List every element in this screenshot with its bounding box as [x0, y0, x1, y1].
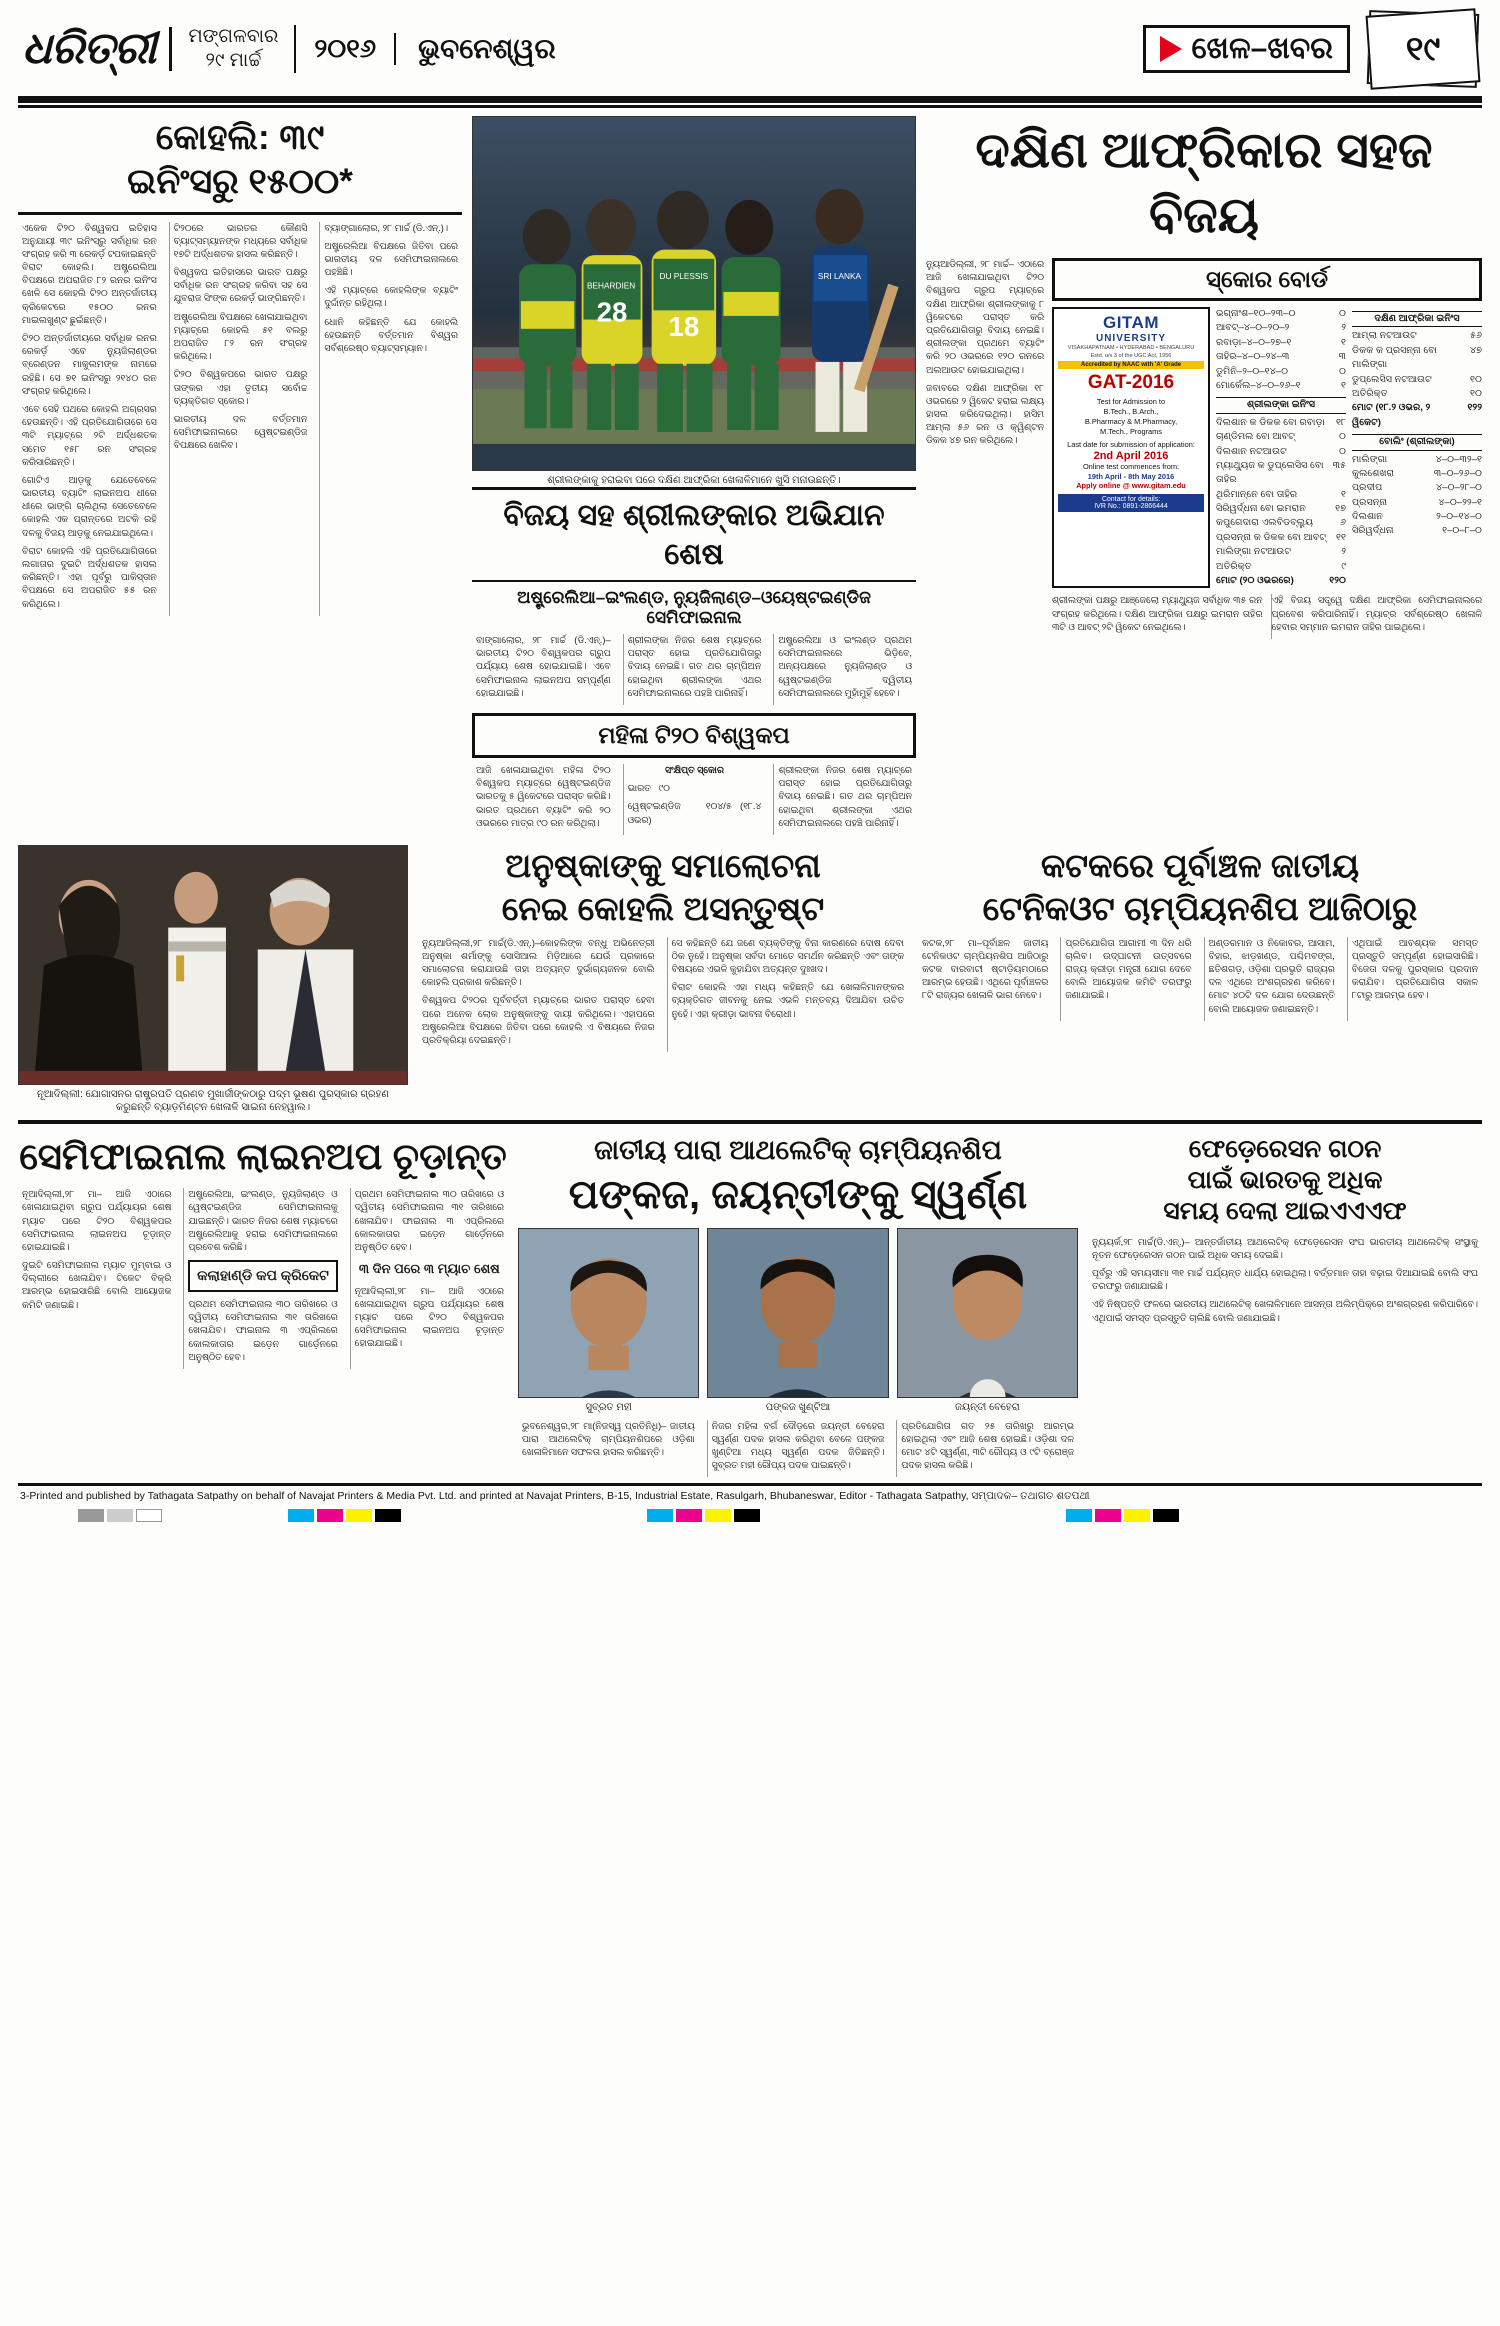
article-semifinal: [18, 1134, 508, 1478]
batsman: ଥିରିମାନ୍ନେ ବୋ ତାହିର: [1216, 488, 1298, 500]
gitam-lastdate: 2nd April 2016: [1093, 449, 1169, 462]
gitam-line-3: B.Pharmacy & M.Pharmacy,: [1084, 416, 1178, 426]
headline-line-1: କଟକରେ ପୂର୍ବାଞ୍ଚଳ ଜାତୀୟ: [1040, 846, 1360, 884]
bowler: ଦିଲଶାନ: [1352, 511, 1383, 523]
masthead-day: ମଙ୍ଗଳବାର: [188, 26, 279, 48]
para: ପ୍ରଥମ ସେମିଫାଇନାଲ ୩୦ ତାରିଖରେ ଓ ଦ୍ୱିତୀୟ ସେମିଫାଇନାଲ ୩୧ ତାରିଖରେ ଖେଳାଯିବ। ଫାଇନାଲ ୩ ଏପ୍ରିଲରେ କୋଲକାତାର ଇଡ଼େନ ଗାର୍ଡ଼େନରେ ଅନୁଷ୍ଠିତ ହେବ।: [354, 1189, 504, 1252]
main-photo-graphic: [473, 117, 915, 444]
portrait-photo-1: [518, 1228, 699, 1398]
sb-row: [1216, 430, 1346, 444]
cmyk-registration-marks: [18, 1509, 1482, 1522]
newspaper-logo: ଧରିତ୍ରୀ: [22, 27, 172, 71]
bowling-figures: ରବାଡ଼ା–୪–୦–୨୭–୧: [1216, 336, 1292, 348]
scoreboard-col-a: [1216, 307, 1346, 588]
para: ଅଣ୍ଡରମାନ ଓ ନିକୋବର, ଆସାମ, ବିହାର, ଝାଡ଼ଖଣ୍ଡ, ପଶ୍ଚିମବଙ୍ଗ, ଛତିଶଗଡ଼, ଓଡ଼ିଶା ପ୍ରଭୃତି ରାଜ୍ୟର ଦଳ ଏଥିରେ ଅଂଶଗ୍ରହଣ କରିବେ। ମୋଟ ୪୦ଟି ଦଳ ଯୋଗ ଦେଉଛନ୍ତି ବୋଲି ଆୟୋଜକ ଜଣାଇଛନ୍ତି।: [1208, 937, 1335, 1014]
sb-row: [1352, 453, 1482, 467]
portrait-item: [707, 1228, 888, 1414]
para: ଏଥିପାଇଁ ଆବଶ୍ୟକ ସମସ୍ତ ପ୍ରସ୍ତୁତି ସମ୍ପୂର୍ଣ୍ଣ ହୋଇସାରିଛି। ବିଜେତା ଦଳକୁ ପୁରସ୍କାର ପ୍ରଦାନ କରାଯିବ। ପ୍ରତିଯୋଗିତା ସକାଳ ୮ଟାରୁ ଆରମ୍ଭ ହେବ।: [1351, 937, 1478, 1001]
award-photo-block: [18, 845, 408, 1114]
para: ଏବେ ସେହି ପଥରେ କୋହଲି ଅଗ୍ରସର ହେଉଛନ୍ତି। ଏହି ପ୍ରତିଯୋଗିତାରେ ସେ ୩ଟି ମ୍ୟାଚ୍‌ରେ ୨ଟି ଅର୍ଦ୍ଧଶତକ ସମେତ ୧୫୮ ରନ ସଂଗ୍ରହ କରିସାରିଛନ୍ତି।: [22, 403, 157, 467]
gitam-accreditation: Accredited by NAAC with 'A' Grade: [1058, 361, 1204, 369]
wickets: ୨: [1341, 322, 1346, 334]
sa-innings-title: ଦକ୍ଷିଣ ଆଫ୍ରିକା ଇନିଂସ: [1352, 311, 1482, 327]
article-slend-headline: ବିଜୟ ସହ ଶ୍ରୀଲଙ୍କାର ଅଭିଯାନ ଶେଷ: [472, 487, 916, 582]
bowler: ପ୍ରସନ୍ନା: [1352, 496, 1388, 508]
team-name: ଭାରତ: [627, 783, 651, 794]
masthead-rule-thick: [18, 96, 1482, 103]
reg-cyan-3: [1066, 1509, 1092, 1522]
sb-row: [1352, 373, 1482, 387]
bowler: କୁଲଶେଖରା: [1352, 467, 1395, 479]
portrait-caption-1: ସୁବ୍ରତ ମହୀ: [585, 1401, 632, 1413]
scoreboard-body: [1052, 307, 1482, 588]
column-2: [183, 1188, 341, 1369]
award-photo: [18, 845, 408, 1085]
para: ଶ୍ରୀଲଙ୍କା ପକ୍ଷରୁ ଆଞ୍ଜେଲୋ ମ୍ୟାଥ୍ୟୁଜ ସର୍ବାଧିକ ୩୫ ରନ ସଂଗ୍ରହ କରିଥିଲେ। ଦକ୍ଷିଣ ଆଫ୍ରିକା ପକ୍ଷରୁ ଇମରାନ ତାହିର ୩ଟି ଓ ଆବଟ୍‌ ୨ଟି ୱିକେଟ ନେଇଥିଲେ।: [1052, 595, 1263, 632]
portrait-photo-3: [897, 1228, 1078, 1398]
para: ଭୁବନେଶ୍ୱର,୨୮ ମା(ନିଜସ୍ୱ ପ୍ରତିନିଧି)– ଜାତୀୟ ପାରା ଆଥଲେଟିକ୍ ଚାମ୍ପିୟନଶିପରେ ଓଡ଼ିଶା ଖେଳାଳିମାନେ ସଫଳତା ହାସଲ କରିଛନ୍ତି।: [522, 1420, 695, 1457]
scoreboard: [1052, 258, 1482, 639]
column-2: [707, 1420, 889, 1478]
masthead-date: [172, 25, 296, 73]
bowling-figures: ତାହିର–୪–୦–୨୪–୩: [1216, 351, 1290, 363]
para: ବିରାଟ କୋହଲି ଏହା ମଧ୍ୟ କହିଛନ୍ତି ଯେ ଖେଳାଳିମାନଙ୍କର ବ୍ୟକ୍ତିଗତ ଜୀବନକୁ ନେଇ ଏଭଳି ମନ୍ତବ୍ୟ ଦିଆଯିବା ଉଚିତ ନୁହେଁ। ଏହା କ୍ରୀଡ଼ା ଭାବନା ବିରୋଧୀ।: [671, 982, 904, 1019]
sb-row: [1352, 481, 1482, 495]
gitam-testdate: 19th April - 8th May 2016: [1087, 471, 1175, 481]
portrait-caption-3: ଜୟନ୍ତୀ ବେହେରା: [954, 1401, 1020, 1413]
team-score: ୯୦: [658, 783, 670, 794]
para: ଏହି ନିଷ୍ପତ୍ତି ଫଳରେ ଭାରତୀୟ ଆଥଲେଟିକ୍ ଖେଳାଳିମାନେ ଆସନ୍ତା ଅଲିମ୍ପିକ୍‌ରେ ଅଂଶଗ୍ରହଣ କରିପାରିବେ। ଏଥିପାଇଁ ସମସ୍ତ ପ୍ରସ୍ତୁତି ଚାଲିଛି ବୋଲି ଜଣାଯାଇଛି।: [1092, 1299, 1478, 1323]
gitam-gat-title: GAT-2016: [1087, 372, 1175, 393]
main-photo-celebration: [472, 116, 916, 471]
reg-black-3: [1153, 1509, 1179, 1522]
article-slend-subhead: ଅଷ୍ଟ୍ରେଲିଆ–ଇଂଲଣ୍ଡ, ନ୍ୟୁଜିଲାଣ୍ଡ–ଓୟେଷ୍ଟଇଣ୍ଡିଜ ସେମିଫାଇନାଲ: [517, 588, 871, 627]
team-name: ୱେଷ୍ଟଇଣ୍ଡିଜ: [627, 801, 681, 812]
article-para-athletics: [518, 1134, 1078, 1478]
runs: ୪୭: [1469, 344, 1482, 356]
reg-yellow-3: [1124, 1509, 1150, 1522]
reg-black: [375, 1509, 401, 1522]
article-tennikoit-columns: [918, 937, 1482, 1021]
para: ନ୍ୟୁଆଡିଲ୍ଲୀ, ୨୮ ମାର୍ଚ୍ଚ– ଏଠାରେ ଆଜି ଖେଳାଯାଇଥିବା ଟି୨୦ ବିଶ୍ୱକପ ଗ୍ରୁପ ମ୍ୟାଚ୍‌ରେ ଦକ୍ଷିଣ ଆଫ୍ରିକା ଶ୍ରୀଲଙ୍କାକୁ ୮ ୱିକେଟରେ ପରାସ୍ତ କରି ପ୍ରତିଯୋଗିତାରୁ ବିଦାୟ ନେଇଛି। ଶ୍ରୀଲଙ୍କା ପ୍ରଥମେ ବ୍ୟାଟିଂ କରି ୨୦ ଓଭରରେ ୧୨୦ ରନରେ ଅଲଆଉଟ ହୋଇଯାଇଥିଲା।: [926, 259, 1044, 375]
figures: ୨–୦–୧୪–୦: [1436, 511, 1482, 523]
column-3: [350, 1188, 508, 1369]
headline-line-1: ଅନୁଷ୍କାଙ୍କୁ ସମାଲୋଚନା: [505, 846, 821, 884]
reg-gap-2: [404, 1509, 644, 1522]
extras: ଅତିରିକ୍ତ: [1216, 560, 1252, 572]
article-tennikoit-headline: [918, 845, 1482, 931]
column-4: [1347, 937, 1482, 1021]
para: ଗୋଟିଏ ଆଡ଼କୁ ଯେତେବେଳେ ଭାରତୀୟ ବ୍ୟାଟିଂ ଲାଇନଅପ ଧୀରେ ଧୀରେ ଭାଙ୍ଗି ଚାଲିଥିଲା ସେତେବେଳେ କୋହଲି ଏକ ପ୍ରାନ୍ତରେ ଅଟକି ରହି ଦଳକୁ ବିଜୟ ଆଡ଼କୁ ନେଇଯାଇଥିଲେ।: [22, 474, 157, 538]
para: ନ୍ୟୁଆଡିଲ୍ଲୀ,୨୮ ମାର୍ଚ୍ଚ(ଡି.ଏନ୍‌.)–କୋହଲିଙ୍କ ବନ୍ଧୁ ଅଭିନେତ୍ରୀ ଅନୁଷ୍କା ଶର୍ମାଙ୍କୁ ସୋସିଆଲ ମିଡ଼ିଆରେ ଯେଉଁ ପ୍ରକାରେ ସମାଲୋଚନା କରାଯାଉଛି ତାହା ଅତ୍ୟନ୍ତ ଦୁର୍ଭାଗ୍ୟଜନକ ବୋଲି କୋହଲି ପ୍ରକାଶ କରିଛନ୍ତି।: [422, 937, 655, 988]
svg-text:28: 28: [596, 296, 628, 328]
column-2: [623, 634, 766, 705]
para: ବ୍ୟାଙ୍ଗାଲୋର, ୨୮ ମାର୍ଚ୍ଚ (ଡି.ଏନ୍‌.)।: [324, 222, 449, 233]
para: ବିଶ୍ୱକପ ଟି୨୦ର ପୂର୍ବବର୍ତ୍ତୀ ମ୍ୟାଚ୍‌ରେ ଭାରତ ପରାସ୍ତ ହେବା ପରେ ଅନେକ ଲୋକ ଅନୁଷ୍କାଙ୍କୁ ଦାୟୀ କରିଥିଲେ। ଏହାପରେ ଅଷ୍ଟ୍ରେଲିଆ ବିପକ୍ଷରେ ଜିତିବା ପରେ କୋହଲି ଏ ବିଷୟରେ ନିଜର ପ୍ରତିକ୍ରିୟା ଦେଇଛନ୍ତି।: [422, 995, 655, 1045]
photo-and-sl-article: [472, 116, 916, 835]
article-federation: [1088, 1134, 1482, 1478]
sb-row-total: [1216, 574, 1346, 588]
reg-cyan: [288, 1509, 314, 1522]
para: ଦୁଇଟି ସେମିଫାଇନାଲ ମ୍ୟାଚ ମୁମ୍ବାଇ ଓ ଦିଲ୍ଲୀରେ ଖେଳାଯିବ। ଟିକେଟ ବିକ୍ରି ଆରମ୍ଭ ହୋଇସାରିଛି ବୋଲି ଆୟୋଜକ କମିଟି ଜଣାଇଛି।: [22, 1260, 172, 1310]
column-3: [773, 764, 916, 835]
runs: ୦: [1339, 431, 1346, 443]
runs: ୫୬: [1469, 330, 1482, 342]
figures: ୩–୦–୨୬–୦: [1433, 467, 1482, 479]
total-value: ୧୨୦: [1329, 575, 1346, 587]
para: ବିଶ୍ୱକପ ଇତିହାସରେ ଭାରତ ପକ୍ଷରୁ ସର୍ବାଧିକ ରନ ସଂଗ୍ରହ କରିବା ସହ ସେ ଯୁବରାଜ ସିଂଙ୍କ ରେକର୍ଡ଼ ଭାଙ୍ଗିଛନ୍ତି।: [173, 267, 308, 304]
headline-line-3: ସମୟ ଦେଲା ଆଇଏଏଏଫ: [1163, 1197, 1407, 1226]
reg-magenta-3: [1095, 1509, 1121, 1522]
gitam-contact-label: Contact for details:: [1101, 495, 1161, 503]
sl-bowling-title: ବୋଲିଂ (ଶ୍ରୀଲଙ୍କା): [1352, 434, 1482, 450]
score-label: ସଂକ୍ଷିପ୍ତ ସ୍କୋର: [665, 764, 724, 775]
column-3: [1204, 937, 1339, 1021]
wickets: ୧: [1341, 336, 1346, 348]
sb-row: [1216, 545, 1346, 559]
column-3: [319, 222, 462, 616]
batsman: କପୁଗେଦାରା ଏଲବିଡବ୍ଲ୍ୟୁ: [1216, 517, 1314, 529]
para: ଏହି ମ୍ୟାଚ୍‌ରେ କୋହଲିଙ୍କ ବ୍ୟାଟିଂ ଦୁର୍ଦ୍ଦାନ୍ତ ରହିଥିଲା।: [324, 285, 458, 309]
reg-white: [136, 1509, 162, 1522]
main-photo-caption: ଶ୍ରୀଲଙ୍କାକୁ ହରାଇବା ପରେ ଦକ୍ଷିଣ ଆଫ୍ରିକା ଖେଳାଳିମାନେ ଖୁସି ମନାଉଛନ୍ତି।: [547, 475, 841, 486]
sb-row: [1352, 329, 1482, 343]
gitam-apply-link[interactable]: Apply online @ www.gitam.edu: [1076, 480, 1186, 490]
reg-black-2: [734, 1509, 760, 1522]
para: ନୂଆଦିଲ୍ଲୀ,୨୮ ମା– ଆଜି ଏଠାରେ ଖେଳାଯାଇଥିବା ଗ୍ରୁପ ପର୍ଯ୍ୟାୟର ଶେଷ ମ୍ୟାଚ ପରେ ଟି୨୦ ବିଶ୍ୱକପର ସେମିଫାଇନାଲ ଲାଇନଅପ ଚୂଡ଼ାନ୍ତ ହୋଇଯାଇଛି।: [22, 1189, 172, 1252]
section-divider: [18, 1120, 1482, 1124]
article-kohli: [18, 116, 462, 835]
footer-imprint: 3-Printed and published by Tathagata Satpathy on behalf of Navajat Printers & Media Pvt. Ltd. and printed at Navajat Printers, B-15, Industrial Estate, Rasulgarh, Bhubaneswar, Editor - Tathagata Satpathy,: [20, 1490, 969, 1503]
page-number-badge: [1368, 12, 1478, 86]
para: ଅଷ୍ଟ୍ରେଲିଆ ବିପକ୍ଷରେ ଖେଳାଯାଇଥିବା ମ୍ୟାଚ୍‌ରେ କୋହଲି ୫୧ ବଲରୁ ଅପରାଜିତ ୮୨ ରନ ସଂଗ୍ରହ କରିଥିଲେ।: [173, 311, 308, 362]
runs: ୧୮: [1335, 416, 1346, 428]
section-label: [1143, 25, 1350, 73]
article-para-kicker: ଜାତୀୟ ପାରା ଆଥଲେଟିକ୍ ଚାମ୍ପିୟନଶିପ: [594, 1134, 1002, 1165]
sb-row: [1352, 467, 1482, 481]
sa-article-lower-columns: [1052, 594, 1482, 639]
para: ପ୍ରତିଯୋଗିତା ଆଗାମୀ ୩ ଦିନ ଧରି ଚାଲିବ। ଉଦ୍‌ଘାଟନୀ ଉତ୍ସବରେ ରାଜ୍ୟ କ୍ରୀଡ଼ା ମନ୍ତ୍ରୀ ଯୋଗ ଦେବେ ବୋଲି ଆୟୋଜକ କମିଟି ତରଫରୁ ଜଣାଯାଇଛି।: [1065, 937, 1192, 1001]
para: ଭାରତୀୟ ଦଳ ବର୍ତ୍ତମାନ ସେମିଫାଇନାଲରେ ୱେଷ୍ଟଇଣ୍ଡିଜ ବିପକ୍ଷରେ ଖେଳିବ।: [173, 413, 308, 451]
batsman: ସିରିୱର୍ଦ୍ଧନା ବୋ ଇମରାନ: [1216, 503, 1306, 515]
portrait-graphic: [898, 1229, 1077, 1398]
figures: ୪–୦–୨୮–୦: [1436, 482, 1482, 494]
portrait-caption-2: ପଙ୍କଜ ଖୁଣ୍ଟିଆ: [765, 1401, 831, 1413]
masthead: [18, 0, 1482, 92]
article-federation-headline: [1088, 1134, 1482, 1228]
section-label-text: ଖେଳ–ଖବର: [1191, 32, 1333, 65]
gitam-testdate-label: Online test commences from:: [1082, 461, 1180, 471]
gitam-contact: [1058, 494, 1204, 512]
masthead-rule-thin: [18, 105, 1482, 108]
reg-magenta-2: [676, 1509, 702, 1522]
batsman: ପ୍ରସନ୍ନା କ ଡିକକ ବୋ ଆବଟ୍‌: [1216, 531, 1327, 543]
sb-row: [1216, 307, 1346, 321]
article-para-headline: ପଙ୍କଜ, ଜୟନ୍ତୀଙ୍କୁ ସ୍ୱର୍ଣ୍ଣ: [568, 1172, 1028, 1217]
column-1: [918, 937, 1052, 1021]
extras-value: ୧୦: [1470, 387, 1482, 399]
para: କଟକ,୨୮ ମା–ପୂର୍ବାଞ୍ଚଳ ଜାତୀୟ ଟେନିକଓଟ ଚାମ୍ପିୟନଶିପ ଆଜିଠାରୁ କଟକ ବାରବାଟୀ ଷ୍ଟାଡ଼ିୟମଠାରେ ଆରମ୍ଭ ହେଉଛି। ଏଥିରେ ପୂର୍ବାଞ୍ଚଳର ୮ଟି ରାଜ୍ୟର ଖେଳାଳି ଭାଗ ନେବେ।: [922, 937, 1049, 1001]
gitam-lastdate-label: Last date for submission of application:: [1067, 439, 1195, 449]
para: ବିରାଟ କୋହଲି ଏହି ପ୍ରତିଯୋଗିତାରେ ଲଗାତାର ଦୁଇଟି ଅର୍ଦ୍ଧଶତକ ହାସଲ କରିଛନ୍ତି। ଏହା ପୂର୍ବରୁ ପାକିସ୍ତାନ ବିପକ୍ଷରେ ସେ ଅପରାଜିତ ୫୫ ରନ କରିଥିଲେ।: [22, 545, 157, 609]
para: ଧୋନି କହିଛନ୍ତି ଯେ କୋହଲି ହେଉଛନ୍ତି ବର୍ତ୍ତମାନ ବିଶ୍ୱର ସର୍ବଶ୍ରେଷ୍ଠ ବ୍ୟାଟ୍‌ସମ୍ୟାନ।: [324, 316, 458, 353]
column-2: [1060, 937, 1195, 1021]
article-kohli-columns: [18, 222, 462, 616]
portrait-graphic: [708, 1229, 887, 1398]
bowler: ମାଲିଙ୍ଗା: [1352, 453, 1388, 465]
sb-row: [1352, 496, 1482, 510]
article-anushka-columns: [418, 937, 908, 1053]
sb-row: [1216, 379, 1346, 393]
para: ନୂଆଦିଲ୍ଲୀ,୨୮ ମା– ଆଜି ଏଠାରେ ଖେଳାଯାଇଥିବା ଗ୍ରୁପ ପର୍ଯ୍ୟାୟର ଶେଷ ମ୍ୟାଚ ପରେ ଟି୨୦ ବିଶ୍ୱକପର ସେମିଫାଇନାଲ ଲାଇନଅପ ଚୂଡ଼ାନ୍ତ ହୋଇଯାଇଛି।: [354, 1285, 504, 1349]
bowling-figures: ଡୁମିନି–୨–୦–୧୪–୦: [1216, 365, 1289, 377]
sb-row: [1216, 321, 1346, 335]
top-section: [18, 116, 1482, 835]
award-photo-caption: ନୂଆଦିଲ୍ଲୀ: ଯୋଗାସନର ରାଷ୍ଟ୍ରପତି ପ୍ରଣବ ମୁଖାର୍ଜୀଙ୍କଠାରୁ ପଦ୍ମ ଭୂଷଣ ପୁରସ୍କାର ଗ୍ରହଣ କରୁଛନ୍ତି ବ୍ୟାଡ଼ମିଣ୍ଟନ ଖେଳାଳି ସାଇନା ନେହୱାଲ।: [37, 1088, 389, 1113]
para: ଅଷ୍ଟ୍ରେଲିଆ, ଇଂଲଣ୍ଡ, ନ୍ୟୁଜିଲାଣ୍ଡ ଓ ୱେଷ୍ଟଇଣ୍ଡିଜ ସେମିଫାଇନାଲକୁ ଯାଇଛନ୍ତି। ଭାରତ ନିଜର ଶେଷ ମ୍ୟାଚରେ ଅଷ୍ଟ୍ରେଲିଆକୁ ହରାଇ ସେମିଫାଇନାଲରେ ପ୍ରବେଶ କରିଛି।: [188, 1189, 338, 1252]
wickets: ୦: [1339, 365, 1346, 377]
svg-text:DU PLESSIS: DU PLESSIS: [659, 272, 709, 282]
portrait-item: [897, 1228, 1078, 1414]
svg-text:BEHARDIEN: BEHARDIEN: [587, 281, 636, 291]
batsman: ମ୍ୟାଥ୍ୟୁଜ କ ଡୁପ୍ଲେସିସ ବୋ ତାହିର: [1216, 459, 1324, 486]
para: ପ୍ରତିଯୋଗିତା ଗତ ୨୫ ତାରିଖରୁ ଆରମ୍ଭ ହୋଇଥିଲା ଏବଂ ଆଜି ଶେଷ ହୋଇଛି। ଓଡ଼ିଶା ଦଳ ମୋଟ ୪ଟି ସ୍ୱର୍ଣ୍ଣ, ୩ଟି ରୌପ୍ୟ ଓ ୯ଟି ବ୍ରୋଞ୍ଜ ପଦକ ହାସଲ କରିଛି।: [901, 1420, 1075, 1471]
total-label: ମୋଟ (୧୮.୨ ଓଭର, ୨ ୱିକେଟ): [1352, 402, 1431, 428]
batsman: ମାଲିଙ୍ଗା ନଟଆଉଟ: [1216, 546, 1292, 558]
sb-row: [1216, 531, 1346, 545]
scoreboard-title: ସ୍କୋର ବୋର୍ଡ: [1052, 258, 1482, 301]
sb-row: [1216, 365, 1346, 379]
portrait-item: [518, 1228, 699, 1414]
article-slend-columns: [472, 634, 916, 705]
portrait-photo-2: [707, 1228, 888, 1398]
gitam-ivr: IVR No.: 0891-2866444: [1094, 502, 1168, 510]
gitam-line-1: Test for Admission to: [1096, 397, 1166, 406]
reg-yellow: [346, 1509, 372, 1522]
reg-gray: [78, 1509, 104, 1522]
gitam-line-2: B.Tech., B.Arch.,: [1103, 406, 1159, 416]
column-2: [169, 222, 312, 616]
article-anushka: [418, 845, 908, 1114]
column-1: [518, 1420, 699, 1478]
batsman: ଦିଲଶାନ ନଟଆଉଟ: [1216, 445, 1287, 457]
three-day-subhead: ୩ ଦିନ ପରେ ୩ ମ୍ୟାଚ ଶେଷ: [358, 1261, 500, 1277]
para: ଶ୍ରୀଲଙ୍କା ନିଜର ଶେଷ ମ୍ୟାଚ୍‌ରେ ପରାସ୍ତ ହୋଇ ପ୍ରତିଯୋଗିତାରୁ ବିଦାୟ ନେଇଛି। ଗତ ଥର ଚାମ୍ପିଅନ ହୋଇଥିବା ଶ୍ରୀଲଙ୍କା ଏଥର ସେମିଫାଇନାଲରେ ପହଞ୍ଚି ପାରିନାହିଁ।: [778, 764, 912, 828]
total-label: ମୋଟ (୨୦ ଓଭରରେ): [1216, 575, 1294, 587]
batsman: ଆମ୍ଲା ନଟଆଉଟ: [1352, 330, 1417, 342]
para: ଟି୨୦ ଅନ୍ତର୍ଜାତୀୟରେ ସର୍ବାଧିକ ରନର ରେକର୍ଡ଼ ଏବେ ନ୍ୟୁଜିଲାଣ୍ଡର ବ୍ରେଣ୍ଡନ ମାକୁଲମଙ୍କ ନାମରେ ରହିଛି। ସେ ୭୧ ଇନିଂସରୁ ୨୧୪୦ ରନ ସଂଗ୍ରହ କରିଥିଲେ।: [22, 333, 157, 396]
article-semifinal-columns: [18, 1188, 508, 1369]
sb-row: [1216, 560, 1346, 574]
bowler: ସିରିୱର୍ଦ୍ଧନା: [1352, 525, 1394, 537]
article-anushka-headline: [418, 845, 908, 931]
sb-row: [1216, 416, 1346, 430]
masthead-city: ଭୁବନେଶ୍ୱର: [418, 32, 556, 64]
column-1: [1088, 1236, 1482, 1325]
para: ନିଜର ମହିଳା ବର୍ଗ ଦୌଡ଼ରେ ଜୟନ୍ତୀ ବେହେରା ସ୍ୱର୍ଣ୍ଣ ପଦକ ହାସଲ କରିଥିବା ବେଳେ ପଙ୍କଜ ଖୁଣ୍ଟିଆ ମଧ୍ୟ ସ୍ୱର୍ଣ୍ଣ ପଦକ ଜିତିଛନ୍ତି। ସୁବ୍ରତ ମହୀ ରୌପ୍ୟ ପଦକ ପାଇଛନ୍ତି।: [711, 1420, 885, 1471]
sb-row: [1216, 350, 1346, 364]
runs: ୨: [1341, 546, 1346, 558]
reg-lightgray: [107, 1509, 133, 1522]
article-para-columns: [518, 1420, 1078, 1478]
column-2: [1052, 594, 1263, 639]
bottom-section: [18, 1134, 1482, 1478]
headline-line-2: ପାଇଁ ଭାରତକୁ ଅଧିକ: [1187, 1166, 1383, 1195]
wickets: ୩: [1338, 351, 1346, 363]
portrait-row: [518, 1228, 1078, 1414]
column-2: [623, 764, 766, 835]
sb-row: [1352, 510, 1482, 524]
sb-row: [1216, 488, 1346, 502]
wickets: ୦: [1339, 308, 1346, 319]
bowling-figures: ଆବଟ୍‌–୪–୦–୨୦–୨: [1216, 322, 1290, 334]
sl-innings-title: ଶ୍ରୀଲଙ୍କା ଇନିଂସ: [1216, 397, 1346, 413]
sb-row: [1216, 445, 1346, 459]
runs: ୧: [1341, 488, 1346, 500]
column-1: [472, 764, 615, 835]
sb-row: [1216, 516, 1346, 530]
extras: ଅତିରିକ୍ତ: [1352, 387, 1388, 399]
figures: ୪–୦–୩୨–୧: [1435, 453, 1482, 465]
headline-line-2: ଇନିଂସରୁ ୧୫୦୦*: [127, 161, 353, 201]
kalahandi-cup-box: କଲାହାଣ୍ଡି କପ କ୍ରିକେଟ: [188, 1260, 337, 1292]
gitam-line-4: M.Tech., Programs: [1099, 426, 1162, 436]
runs: ୬: [1339, 517, 1346, 529]
footer: [18, 1486, 1482, 1507]
reg-yellow-2: [705, 1509, 731, 1522]
bowling-figures: ମୋର୍କେଲ–୪–୦–୨୬–୧: [1216, 379, 1301, 391]
batsman: ଦିଲଶାନ କ ଡିକକ ବୋ ରବାଡ଼ା: [1216, 416, 1325, 428]
article-semifinal-headline: ସେମିଫାଇନାଲ ଲାଇନଅପ ଚୂଡ଼ାନ୍ତ: [19, 1135, 507, 1177]
gitam-logo: GITAM: [1102, 313, 1159, 332]
reg-cyan-2: [647, 1509, 673, 1522]
footer-editor-odia: ସମ୍ପାଦକ– ତଥାଗତ ଶତପଥୀ: [971, 1490, 1090, 1503]
headline-line-1: କୋହଲି: ୩୯: [155, 118, 325, 157]
wickets: ୧: [1341, 379, 1346, 391]
middle-section: [18, 845, 1482, 1114]
masthead-date-value: ୨୯ ମାର୍ଚ୍ଚ: [205, 50, 262, 71]
reg-magenta: [317, 1509, 343, 1522]
sb-row: [1352, 387, 1482, 401]
portrait-graphic: [519, 1229, 698, 1398]
batsman: ଡିକକ କ ପ୍ରସନ୍ନା ବୋ ମାଲିଙ୍ଗା: [1352, 344, 1437, 371]
batsman: ଚାଣ୍ଡିମଲ ବୋ ଆବଟ୍‌: [1216, 431, 1295, 443]
para: ଏହି ବିଜୟ ସତ୍ତ୍ୱେ ଦକ୍ଷିଣ ଆଫ୍ରିକା ସେମିଫାଇନାଲରେ ପ୍ରବେଶ କରିପାରିନାହିଁ। ମ୍ୟାଚ୍‌ର ସର୍ବଶ୍ରେଷ୍ଠ ଖେଳାଳି ହେବାର ସମ୍ମାନ ଇମରାନ ତାହିର ପାଇଥିଲେ।: [1271, 595, 1482, 632]
para: ଏକେକ ଟି୨୦ ବିଶ୍ୱକପ ଇତିହାସ ଅନୁଯାୟୀ ୩୯ ଇନିଂସ୍‌ରୁ ସର୍ବାଧିକ ରନ ସଂଗ୍ରହ କରି ୩ ରେକର୍ଡ଼ ଟପକାଇଛନ୍ତି ବିରାଟ କୋହଲି। ଅଷ୍ଟ୍ରେଲିଆ ବିପକ୍ଷରେ ଅପରାଜିତ ୮୨ ରନର ଇନିଂସ ଖେଳି ସେ କୋହଲି ଟି୨୦ ଅନ୍ତର୍ଜାତୀୟ କ୍ରିକେଟରେ ୧୫୦୦ ରନର ମାଇଲଖୁଣ୍ଟ ଛୁଇଁଛନ୍ତି।: [22, 222, 157, 325]
sb-row: [1216, 459, 1346, 488]
sb-row: [1216, 502, 1346, 516]
figures: ୪–୦–୨୨–୧: [1438, 496, 1482, 508]
column-2: [667, 937, 909, 1053]
article-sa-headline: ଦକ୍ଷିଣ ଆଫ୍ରିକାର ସହଜ ବିଜୟ: [975, 122, 1433, 243]
scoreboard-col-b: [1352, 307, 1482, 588]
headline-line-1: ଫେଡ଼େରେସନ ଗଠନ: [1188, 1134, 1382, 1163]
award-photo-graphic: [19, 846, 407, 1085]
women-worldcup-box: ମହିଳା ଟି୨୦ ବିଶ୍ୱକପ: [472, 713, 916, 758]
headline-line-2: ଟେନିକଓଟ ଚାମ୍ପିୟନଶିପ ଆଜିଠାରୁ: [982, 889, 1418, 927]
play-triangle-icon: [1160, 36, 1182, 62]
para: ଆଜି ଖେଳାଯାଇଥିବା ମହିଳା ଟି୨୦ ବିଶ୍ୱକପ ମ୍ୟାଚ୍‌ରେ ୱେଷ୍ଟଇଣ୍ଡିଜ ଭାରତକୁ ୫ ୱିକେଟରେ ପରାସ୍ତ କରିଛି। ଭାରତ ପ୍ରଥମେ ବ୍ୟାଟିଂ କରି ୨୦ ଓଭରରେ ମାତ୍ର ୯୦ ରନ କରିଥିଲା।: [476, 764, 611, 828]
article-kohli-headline: [18, 116, 462, 215]
column-3: [896, 1420, 1078, 1478]
gitam-university-label: UNIVERSITY: [1095, 333, 1166, 344]
team-score: ୧୦୪/୫ (୧୮.୪ ଓଭର): [627, 801, 762, 825]
runs: ୧୭: [1335, 503, 1346, 515]
bowling-figures: ଭଗ୍ନାଂଶ–୧୦–୨୩–୦: [1216, 308, 1296, 319]
para: ସେ କହିଛନ୍ତି ଯେ ଜଣେ ବ୍ୟକ୍ତିଙ୍କୁ ବିନା କାରଣରେ ଦୋଷ ଦେବା ଠିକ ନୁହେଁ। ଅନୁଷ୍କା ସର୍ବଦା ମୋତେ ସମର୍ଥନ କରିଛନ୍ତି ଏବଂ ତାଙ୍କ ବିଷୟରେ ଏଭଳି କୁହାଯିବା ଅତ୍ୟନ୍ତ ଦୁଃଖଦ।: [671, 937, 904, 975]
sb-row: [1216, 336, 1346, 350]
sb-row: [1352, 344, 1482, 373]
extras-value: ୯: [1341, 560, 1346, 572]
para: ଶ୍ରୀଲଙ୍କା ନିଜର ଶେଷ ମ୍ୟାଚ୍‌ରେ ପରାସ୍ତ ହୋଇ ପ୍ରତିଯୋଗିତାରୁ ବିଦାୟ ନେଇଛି। ଗତ ଥର ଚାମ୍ପିଅନ ହୋଇଥିବା ଶ୍ରୀଲଙ୍କା ଏଥର ସେମିଫାଇନାଲରେ ପହଞ୍ଚି ପାରିନାହିଁ।: [627, 635, 762, 698]
score-row: [628, 782, 762, 795]
para: ଅଷ୍ଟ୍ରେଲିଆ ଓ ଇଂଲଣ୍ଡ ପ୍ରଥମ ସେମିଫାଇନାଲରେ ଭିଡ଼ିବେ, ଅନ୍ୟପକ୍ଷରେ ନ୍ୟୁଜିଲାଣ୍ଡ ଓ ୱେଷ୍ଟଇଣ୍ଡିଜ ଦ୍ୱିତୀୟ ସେମିଫାଇନାଲରେ ମୁହାଁମୁହିଁ ହେବେ।: [778, 635, 912, 698]
sb-row-total: [1352, 401, 1482, 430]
gitam-advertisement[interactable]: [1052, 307, 1210, 588]
masthead-year: ୨୦୧୬: [296, 33, 396, 65]
reg-gap: [165, 1509, 285, 1522]
column-1: [926, 258, 1044, 639]
batsman: ଡୁପ୍ଲେସିସ ନଟଆଉଟ: [1352, 373, 1432, 385]
para: ପୂର୍ବରୁ ଏହି ସମୟସୀମା ୩୧ ମାର୍ଚ୍ଚ ପର୍ଯ୍ୟନ୍ତ ଧାର୍ଯ୍ୟ ହୋଇଥିଲା। ବର୍ତ୍ତମାନ ତାହା ବଢ଼ାଇ ଦିଆଯାଇଛି ବୋଲି ସଂଘ ତରଫରୁ ଜଣାଯାଇଛି।: [1092, 1268, 1478, 1292]
column-1: [418, 937, 659, 1053]
figures: ୧–୦–୮–୦: [1442, 525, 1482, 537]
sa-body-and-scorebox: [926, 258, 1482, 639]
para: ଟି୨୦ ବିଶ୍ୱକପରେ ଭାରତ ପକ୍ଷରୁ ତାଙ୍କର ଏହା ତୃତୀୟ ସର୍ବୋଚ୍ଚ ବ୍ୟକ୍ତିଗତ ସ୍କୋର।: [173, 369, 308, 406]
column-1: [18, 1188, 175, 1369]
svg-text:SRI LANKA: SRI LANKA: [817, 272, 862, 282]
runs: ୦: [1339, 445, 1346, 457]
article-tennikoit: [918, 845, 1482, 1114]
bowler: ପ୍ରଦୀପ: [1352, 482, 1383, 494]
runs: ୧୧: [1336, 531, 1346, 543]
column-3: [773, 634, 916, 705]
runs: ୧୦: [1470, 373, 1482, 385]
runs: ୩୫: [1332, 459, 1346, 471]
para: ଟି୨୦ରେ ଭାରତର କୌଣସି ବ୍ୟାଟ୍‌ସମ୍ୟାନଙ୍କ ମଧ୍ୟରେ ସର୍ବାଧିକ ୧୭ଟି ଅର୍ଦ୍ଧଶତକ ହାସଲ କରିଛନ୍ତି।: [173, 222, 308, 259]
para: ପ୍ରଥମ ସେମିଫାଇନାଲ ୩୦ ତାରିଖରେ ଓ ଦ୍ୱିତୀୟ ସେମିଫାଇନାଲ ୩୧ ତାରିଖରେ ଖେଳାଯିବ। ଫାଇନାଲ ୩ ଏପ୍ରିଲରେ କୋଲକାତାର ଇଡ଼େନ ଗାର୍ଡ଼େନରେ ଅନୁଷ୍ଠିତ ହେବ।: [188, 1298, 338, 1362]
column-1: [472, 634, 615, 705]
column-3: [1271, 594, 1483, 639]
women-worldcup-columns: [472, 764, 916, 835]
column-1: [18, 222, 161, 616]
sb-row: [1352, 524, 1482, 538]
page-number: ୧୯: [1405, 29, 1441, 68]
para: ଜବାବରେ ଦକ୍ଷିଣ ଆଫ୍ରିକା ୧୮ ଓଭରରେ ୨ ୱିକେଟ ହରାଇ ଲକ୍ଷ୍ୟ ହାସଲ କରିଦେଇଥିଲା। ହାସିମ ଆମ୍ଲା ୫୬ ରନ ଓ କ୍ୱିଣ୍ଟନ ଡିକକ ୪୭ ରନ କରିଥିଲେ।: [926, 382, 1044, 446]
score-row: [628, 800, 762, 826]
headline-line-2: ନେଇ କୋହଲି ଅସନ୍ତୁଷ୍ଟ: [501, 889, 825, 927]
gitam-estd: Estd. u/s 3 of the UGC Act, 1956: [1090, 353, 1172, 359]
para: ଅଷ୍ଟ୍ରେଲିଆ ବିପକ୍ଷରେ ଜିତିବା ପରେ ଭାରତୀୟ ଦଳ ସେମିଫାଇନାଲରେ ପହଞ୍ଚିଛି।: [324, 240, 458, 278]
para: ନ୍ୟୁୟର୍କ,୨୮ ମାର୍ଚ୍ଚ(ଡି.ଏନ୍‌.)– ଆନ୍ତର୍ଜାତୀୟ ଆଥଲେଟିକ୍ ଫେଡ଼େରେସନ ସଂଘ ଭାରତୀୟ ଆଥଲେଟିକ୍ ସଂସ୍ଥାକୁ ନୂତନ ଫେଡ଼େରେସନ ଗଠନ ପାଇଁ ଅଧିକ ସମୟ ଦେଇଛି।: [1092, 1236, 1478, 1260]
article-south-africa: [926, 116, 1482, 835]
total-value: ୧୨୨: [1467, 402, 1482, 414]
para: ବାଙ୍ଗାଲୋର, ୨୮ ମାର୍ଚ୍ଚ (ଡି.ଏନ୍‌.)– ଭାରତୀୟ ଟି୨୦ ବିଶ୍ୱକପର ଗ୍ରୁପ ପର୍ଯ୍ୟାୟ ଶେଷ ହୋଇଯାଇଛି। ଏବେ ସେମିଫାଇନାଲ ଲାଇନଅପ ସମ୍ପୂର୍ଣ୍ଣ ହୋଇଯାଇଛି।: [476, 635, 611, 698]
reg-gap-3: [763, 1509, 1063, 1522]
gitam-campuses: VISAKHAPATNAM • HYDERABAD • BENGALURU: [1067, 345, 1195, 351]
svg-text:18: 18: [668, 311, 700, 343]
